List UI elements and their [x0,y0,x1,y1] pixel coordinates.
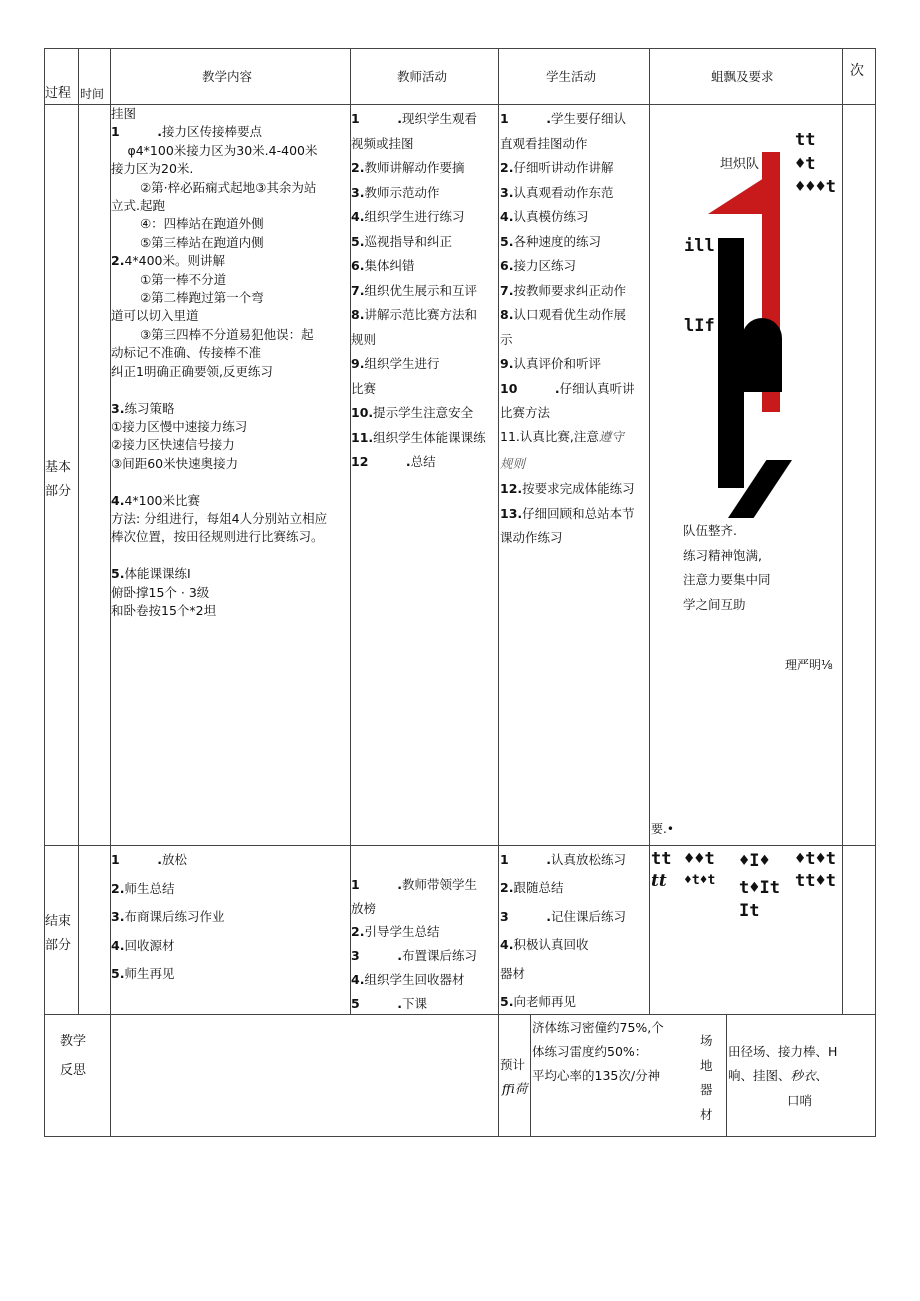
grid-line [530,1014,531,1136]
teacher-activity-item: 8.讲解示范比赛方法和 [351,307,477,322]
item-number: 5. [500,233,514,249]
end-mark-d-1: ♦t♦t [795,849,836,869]
content-line [111,381,349,399]
header-times: 次 [850,63,864,79]
item-number: 3. [111,909,125,924]
org-requirement-line: 队伍整齐. [683,523,737,538]
venue-value-1: 田径场、接力棒、H [728,1044,838,1059]
student-item-11-text: 11.认真比赛,注意 [500,429,599,444]
item-number: 8. [351,307,365,322]
end-teacher-list [351,873,497,1015]
section-basic-label: 基本 部分 [45,460,72,499]
end-teacher-item: 1 .教师带领学生 [351,877,477,892]
end-mark-a-2: tt [651,871,667,891]
student-activity-item: 5.各种速度的练习 [500,233,601,249]
item-number: 1 . [111,124,162,140]
student-activity-item: 3.认真观看动作东范 [500,184,614,200]
item-number: 1 . [500,111,551,126]
end-teacher-item: 2.引导学生总结 [351,924,440,940]
end-mark-c-1: ♦I♦ [739,851,770,871]
content-line: ⑤第三棒站在跑道内侧 [111,234,264,250]
content-line: ①接力区慢中速接力练习 [111,418,248,434]
student-activity-item: 6.接力区练习 [500,258,576,273]
header-process: 过程 [45,86,72,101]
grid-line [78,48,79,1014]
content-line: 道可以切入里道 [111,308,199,324]
teacher-activity-item: 10.提示学生注意安全 [351,405,474,420]
venue-value-2-a: 响、挂图、 [728,1068,791,1083]
content-line: 动标记不准确、传接棒不准 [111,345,262,361]
item-number: 5. [111,966,125,981]
item-number: 5 . [351,995,402,1011]
item-number: 6. [351,258,365,273]
teacher-activity-item: 3.教师示范动作 [351,184,440,200]
org-figure-red-wedge [708,178,764,214]
item-number: 1 . [351,877,402,892]
item-number: 10 . [500,380,560,396]
header-time: 时间 [80,87,105,101]
header-teacher: 教师活动 [397,69,448,84]
item-number: 3 . [351,948,402,964]
content-line: 2.4*400米。则讲解 [111,253,226,269]
item-number: 9. [500,356,514,371]
header-org: 蛆飘及要求 [711,69,774,84]
student-activity-item: 比赛方法 [500,405,551,420]
content-line: ④：四棒站在跑道外侧 [111,216,264,232]
venue-value-2-c: 、 [815,1068,829,1083]
item-number: 5. [111,566,125,582]
content-line: 挂图 [111,106,137,121]
content-line: 纠正1明确正确要领,反更练习 [111,363,273,379]
metric-line: 体练习雷度约50%： [532,1044,648,1059]
grid-line [44,1136,876,1137]
end-teacher-item: 放榜 [351,900,377,916]
student-activity-item: 直观看挂图动作 [500,135,588,151]
end-mark-d-2: tt♦t [795,871,836,891]
basic-content-list [111,105,349,620]
item-number: 3. [351,184,365,200]
end-content-item: 5.师生再见 [111,966,175,981]
org-mark-3: ♦♦♦t [795,177,836,197]
end-teacher-item: 4.组织学生回收器材 [351,971,465,987]
teacher-activity-item: 2.教师讲解动作要摘 [351,160,465,175]
student-activity-item: 13.仔细回顾和总站本节 [500,505,635,521]
org-side-note: 理严明⅛ [785,658,833,672]
teacher-activity-item: 9.组织学生进行 [351,356,440,371]
student-activity-item: 7.按教师要求纠正动作 [500,282,626,298]
section-end-label: 结束 部分 [45,914,72,953]
venue-label [700,1029,724,1127]
item-number: 3 . [500,908,551,924]
org-requirement-line: 学之间互助 [683,596,746,612]
teacher-activity-item: 6.集体纠错 [351,258,415,273]
content-line: 立式.起跑 [111,198,165,214]
end-mark-b-2: ♦t♦t [684,873,716,888]
forecast-label-2: ffi荷 [502,1081,528,1096]
content-line: 俯卧撑15个 · 3级 [111,584,210,600]
content-line: 接力区为20米. [111,161,194,177]
student-activity-item: 1 .学生要仔细认 [500,111,626,126]
org-figure-black-arc [742,318,782,392]
venue-value-3: 口哨 [787,1093,813,1108]
org-figure-black-post [718,238,744,488]
item-number: 4. [111,937,125,953]
item-number: 3. [111,400,125,416]
end-student-item: 器材 [500,965,526,981]
item-number: 2. [351,160,365,175]
student-activity-item: 10 .仔细认真听讲 [500,380,635,396]
content-line [111,473,349,491]
content-line: ③间距60米快速奥接力 [111,455,239,471]
end-mark-d [795,848,836,892]
end-student-item: 1 .认真放松练习 [500,852,626,867]
end-content-item: 1 .放松 [111,852,187,867]
teacher-activity-item: 4.组织学生进行练习 [351,209,465,224]
content-line: 1 .接力区传接棒要点 [111,124,262,140]
teacher-activity-item: 11.组织学生体能课课练 [351,429,486,445]
basic-student-tail-list [500,477,648,551]
item-number: 4. [111,492,125,508]
org-label: 坦炽队 [720,157,760,172]
student-item-11 [500,429,624,444]
end-student-item: 3 .记住课后练习 [500,908,626,924]
item-number: 11. [351,429,374,445]
item-number: 4. [351,209,365,224]
item-number: 4. [351,971,365,987]
end-content-item: 4.回收源材 [111,937,175,953]
item-number: 7. [500,282,514,298]
grid-line [875,48,876,1136]
end-mark-a [651,848,671,892]
forecast-metrics [532,1016,724,1088]
org-mark-2: ♦t [795,154,816,174]
content-line [111,547,349,565]
student-activity-item: 示 [500,331,513,347]
end-mark-c-2: t♦It [739,878,780,898]
content-line: 和卧卷按15个*2坦 [111,602,217,618]
end-content-list [111,846,349,989]
item-number: 3. [500,184,514,200]
content-line: 方法: 分组进行，每俎4人分别站立相应 [111,510,328,526]
item-number: 1 . [111,852,162,867]
grid-line [44,48,45,1136]
metric-line: 平均心率的135次/分神 [532,1068,661,1083]
student-item-11-rules: 规则 [500,456,526,471]
end-student-list [500,846,648,1016]
org-mark-1: tt [795,130,816,150]
teacher-activity-item: 5.巡视指导和纠正 [351,233,452,249]
end-student-item: 5.向老师再见 [500,994,576,1010]
student-item-11-italic: 遵守 [598,429,624,444]
venue-label-char: 场 [700,1033,713,1048]
org-mark-4: ill [684,236,715,256]
item-number: 2. [500,160,514,175]
org-foot-note: 要.• [651,822,674,836]
content-line: φ4*100米接力区为30米.4-400米 [111,142,318,158]
basic-student-list [500,107,648,426]
student-activity-item: 8.认口观看优生动作展 [500,307,626,322]
item-number: 9. [351,356,365,371]
venue-label-char: 器 [700,1082,713,1097]
venue-label-char: 材 [700,1106,713,1122]
content-line: ②第·梓必跖痫式起地③其余为站 [111,179,317,195]
item-number: 4. [500,937,514,953]
item-number: 7. [351,282,365,298]
end-content-item: 2.师生总结 [111,880,175,896]
grid-line [498,48,499,1136]
item-number: 13. [500,505,523,521]
forecast-label: 预计 [500,1057,526,1072]
item-number: 2. [500,880,514,896]
content-line: 4.4*100米比赛 [111,492,201,508]
org-requirements [683,519,841,617]
item-number: 12 . [351,454,411,469]
item-number: 1 . [351,111,402,126]
item-number: 10. [351,405,374,420]
basic-teacher-list [351,107,497,475]
item-number: 8. [500,307,514,322]
header-content: 教学内容 [202,69,253,84]
venue-value-2 [728,1068,828,1083]
item-number: 2. [351,924,365,940]
section-reflection-label: 教学 反思 [60,1034,87,1078]
item-number: 4. [500,209,514,224]
teacher-activity-item: 视频或挂图 [351,135,414,151]
venue-value-2-b: 秒衣 [790,1068,816,1083]
end-student-item: 4.积极认真回收 [500,937,589,953]
org-requirement-line: 练习精神饱满, [683,547,762,563]
org-mark-5: lIf [684,316,715,336]
content-line: 棒次位置，按田径规则进行比赛练习。 [111,529,324,545]
end-mark-b-1: ♦♦t [684,849,715,869]
end-student-item: 2.跟随总结 [500,880,564,896]
end-mark-a-1: tt [651,849,672,869]
student-activity-item: 2.仔细听讲动作讲解 [500,160,614,175]
content-line: 5.体能课课练I [111,566,191,582]
grid-line [649,48,650,1014]
end-mark-c [739,848,780,925]
item-number: 1 . [500,852,551,867]
item-number: 2. [111,880,125,896]
header-student: 学生活动 [546,69,597,84]
student-activity-item: 课动作练习 [500,530,563,545]
teacher-activity-item: 规则 [351,331,377,347]
content-line: ②第二棒跑过第一个弯 [111,290,264,306]
content-line: ①第一棒不分道 [111,271,227,287]
grid-line [44,48,876,49]
end-content-item: 3.布商课后练习作业 [111,909,225,924]
teacher-activity-item: 1 .现织学生观看 [351,111,477,126]
end-mark-c-3: It [739,901,760,921]
teacher-activity-item: 12 .总结 [351,454,436,469]
org-requirement-line: 注意力要集中同 [683,572,771,587]
item-number: 5. [351,233,365,249]
student-activity-item: 12.按要求完成体能练习 [500,481,635,496]
student-activity-item: 4.认真模仿练习 [500,209,589,224]
venue-label-char: 地 [700,1057,713,1073]
end-mark-b [684,848,715,892]
item-number: 5. [500,994,514,1010]
teacher-activity-item: 比赛 [351,380,377,396]
item-number: 6. [500,258,514,273]
end-teacher-item: 5 .下课 [351,995,427,1011]
end-teacher-item: 3 .布置课后练习 [351,948,477,964]
item-number: 12. [500,481,523,496]
content-line: ③第三四棒不分道易犯他误：起 [111,326,314,342]
content-line: 3.练习策略 [111,400,175,416]
grid-line [842,48,843,1014]
metric-line: 济体练习密僮约75%,个 [532,1020,664,1035]
grid-line [726,1014,727,1136]
content-line: ②接力区快速信号接力 [111,437,235,453]
teacher-activity-item: 7.组织优生展示和互评 [351,282,477,298]
item-number: 2. [111,253,125,269]
student-activity-item: 9.认真评价和听评 [500,356,601,371]
